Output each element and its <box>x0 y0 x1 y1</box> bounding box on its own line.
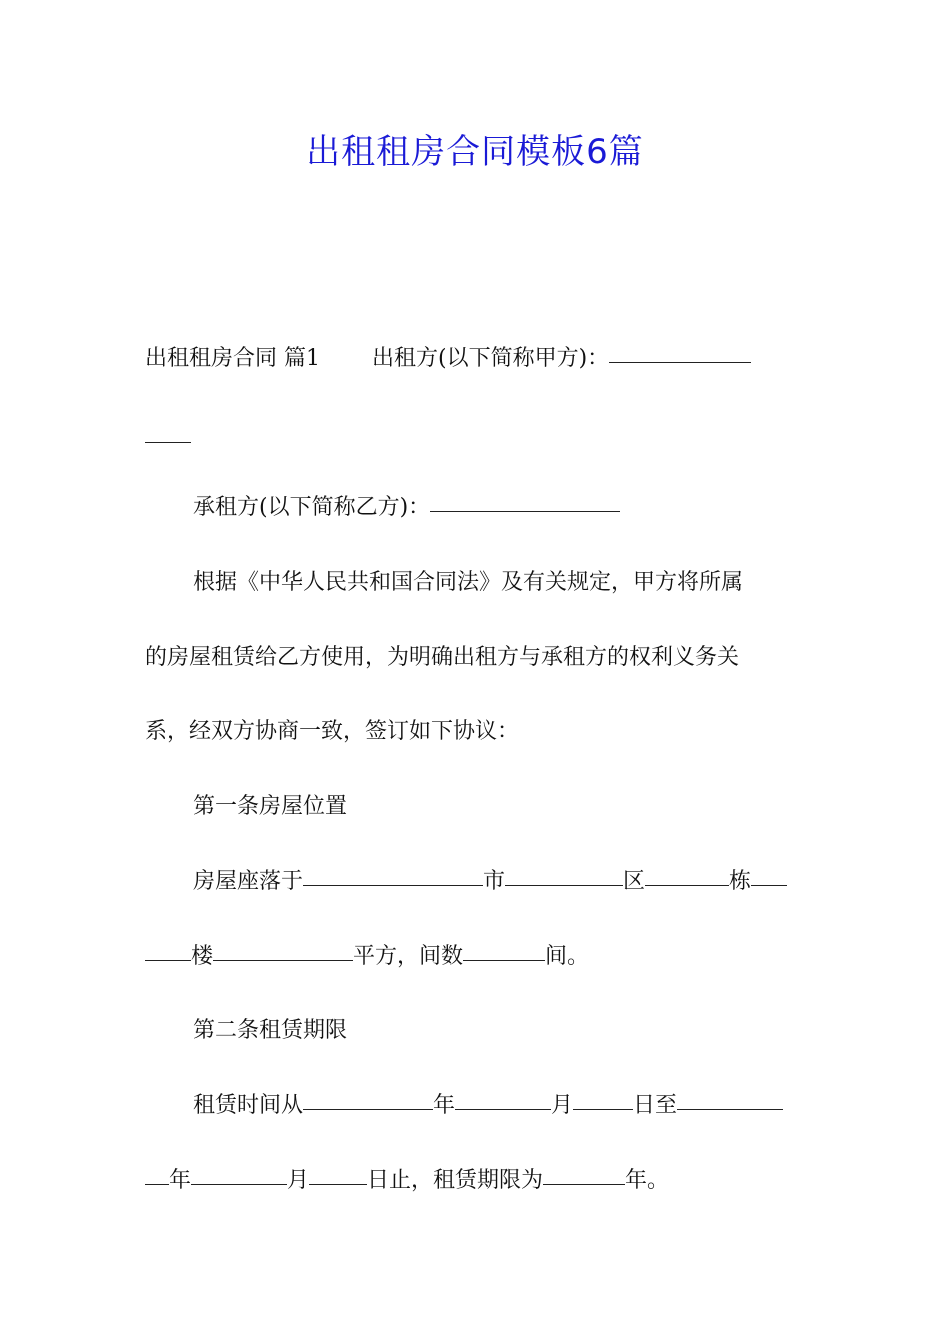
term-from-label: 租赁时间从 <box>193 1093 304 1118</box>
location-line <box>193 866 858 898</box>
lessee-label: 承租方(以下简称乙方)： <box>193 495 431 520</box>
start-day-blank <box>573 1108 633 1110</box>
end-day-blank <box>309 1183 367 1185</box>
section-heading-line <box>193 791 858 823</box>
year-label: 年 <box>169 1168 192 1193</box>
term-length-label: 日止，租赁期限为 <box>367 1168 544 1193</box>
building-label: 栋 <box>729 869 752 894</box>
city-blank <box>505 884 623 886</box>
day-to-label: 日至 <box>633 1093 678 1118</box>
building-blank-continued <box>145 959 191 961</box>
term-end-line <box>145 1165 810 1197</box>
location-blank <box>303 884 483 886</box>
area-label: 平方，间数 <box>353 944 464 969</box>
district-label: 区 <box>623 869 646 894</box>
lessor-blank-continuation-line <box>145 423 810 455</box>
start-year-blank <box>303 1108 433 1110</box>
start-month-blank <box>455 1108 551 1110</box>
contract-heading: 出租租房合同 篇1 <box>145 346 320 371</box>
lessor-blank-continued <box>145 441 191 443</box>
lessee-blank <box>430 510 620 512</box>
lessee-line <box>193 492 858 524</box>
document-title: 出租租房合同模板6篇 <box>306 132 644 172</box>
floor-label: 楼 <box>191 944 214 969</box>
lessor-label: 出租方(以下简称甲方)： <box>372 346 610 371</box>
section-heading: 第二条租赁期限 <box>193 1018 348 1043</box>
month-label: 月 <box>287 1168 310 1193</box>
location-label: 房屋座落于 <box>193 869 304 894</box>
district-blank <box>645 884 729 886</box>
section-heading: 第一条房屋位置 <box>193 794 348 819</box>
end-year-blank-continued <box>145 1183 169 1185</box>
section-heading-line <box>193 1015 858 1047</box>
floor-blank <box>213 959 353 961</box>
paragraph-text: 的房屋租赁给乙方使用，为明确出租方与承租方的权利义务关 <box>145 645 740 670</box>
paragraph-line <box>193 567 858 599</box>
paragraph-text: 根据《中华人民共和国合同法》及有关规定，甲方将所属 <box>193 570 744 595</box>
area-line <box>145 941 810 973</box>
end-month-blank <box>191 1183 287 1185</box>
term-length-blank <box>543 1183 625 1185</box>
end-year-blank <box>677 1108 783 1110</box>
contract-intro-line <box>145 343 810 375</box>
rooms-blank <box>463 959 545 961</box>
lessor-blank <box>609 361 751 363</box>
rooms-label: 间。 <box>545 944 590 969</box>
term-line <box>193 1090 858 1122</box>
building-blank <box>751 884 787 886</box>
paragraph-line <box>145 716 810 748</box>
city-label: 市 <box>483 869 506 894</box>
paragraph-line <box>145 642 810 674</box>
year-label: 年 <box>433 1093 456 1118</box>
paragraph-text: 系，经双方协商一致，签订如下协议： <box>145 719 520 744</box>
month-label: 月 <box>551 1093 574 1118</box>
years-label: 年。 <box>625 1168 670 1193</box>
